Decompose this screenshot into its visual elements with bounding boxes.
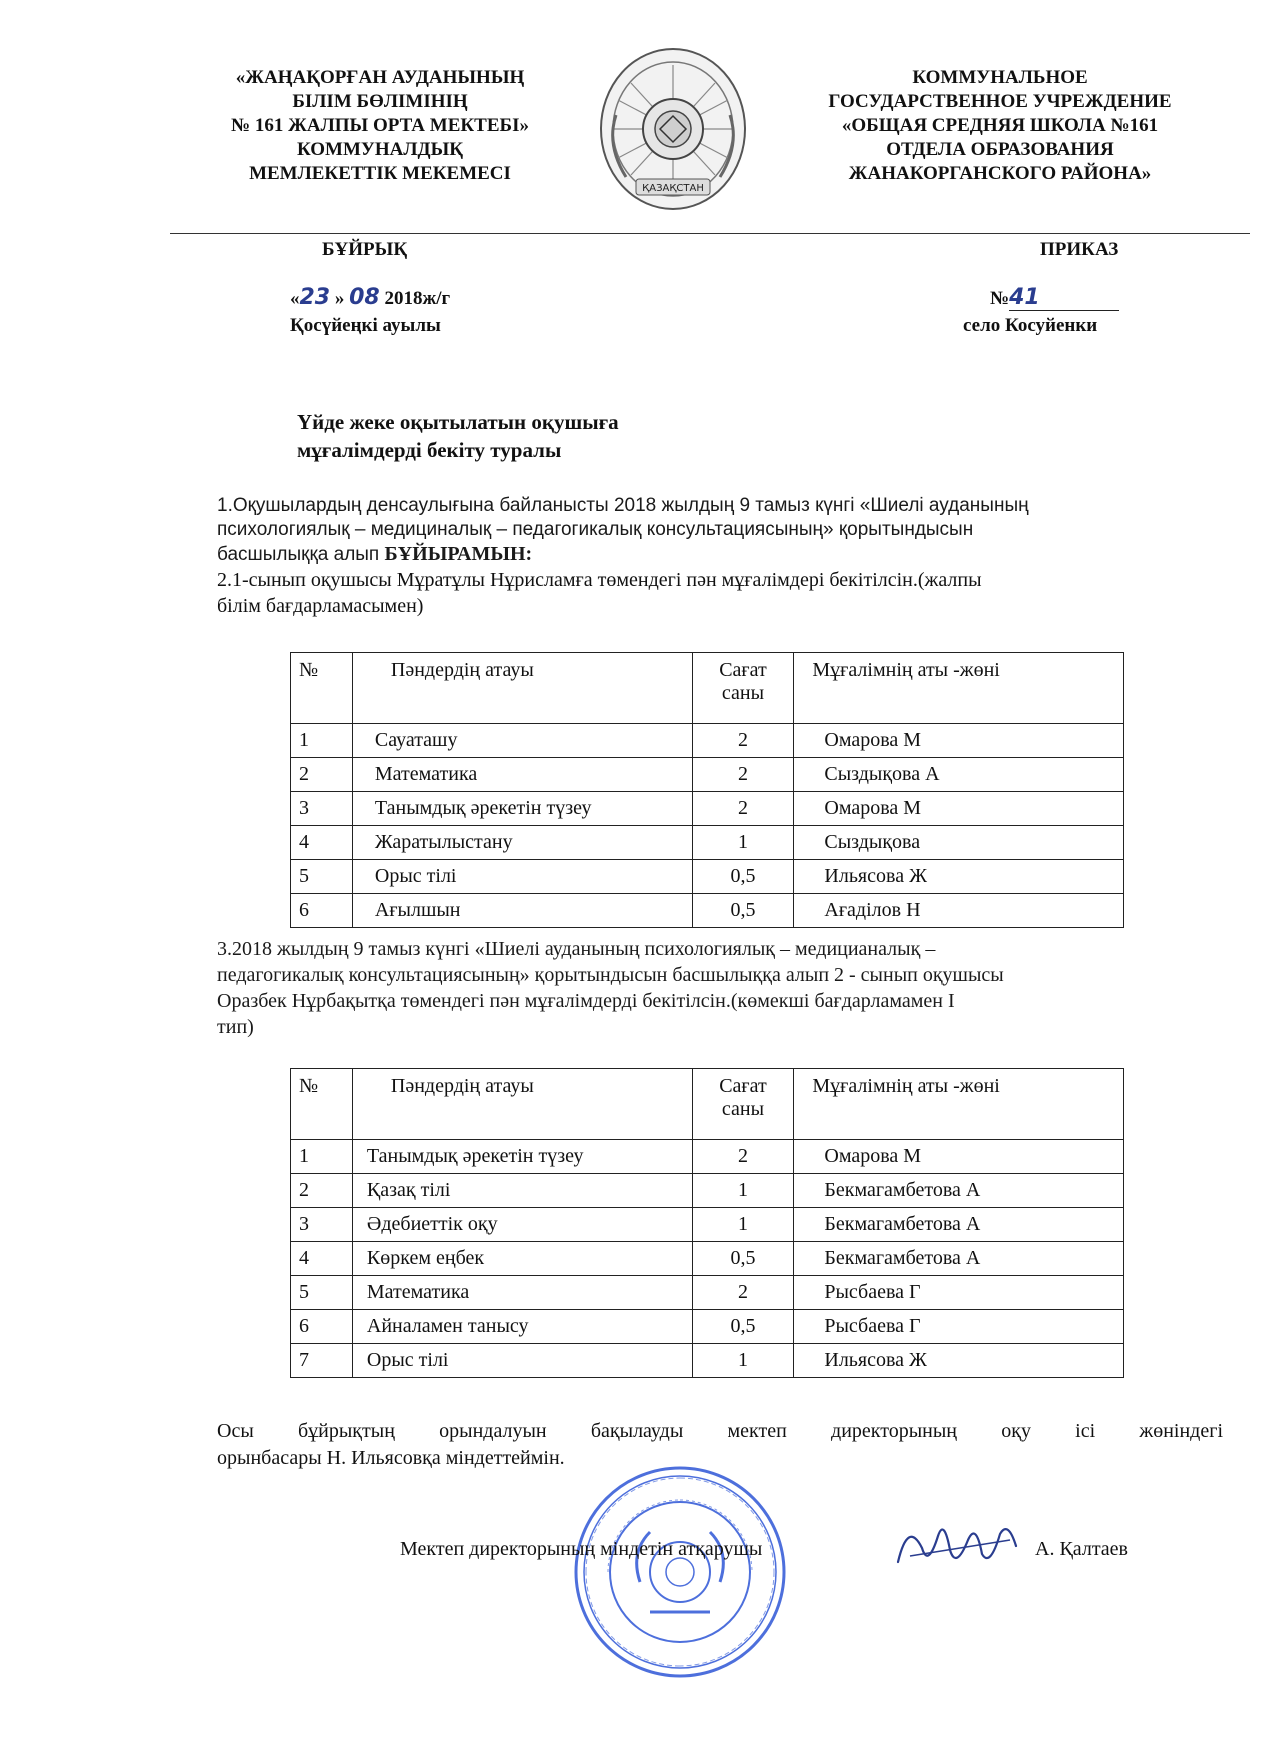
cell-teacher: Ағаділов Н xyxy=(794,894,1124,928)
cell-num: 7 xyxy=(291,1344,353,1378)
cell-subject: Орыс тілі xyxy=(352,1344,692,1378)
header-left-line: БІЛІМ БӨЛІМІНІҢ xyxy=(292,91,468,112)
cell-teacher: Рысбаева Г xyxy=(794,1310,1124,1344)
header-divider xyxy=(170,233,1250,234)
paragraph-1 xyxy=(217,494,1217,567)
cell-hours: 1 xyxy=(692,1208,794,1242)
paragraph-line: 1.Оқушылардың денсаулығына байланысты 2018 жылдың 9 тамыз күнгі «Шиелі ауданының xyxy=(217,495,1029,516)
date-quote: « xyxy=(290,288,300,309)
cell-num: 2 xyxy=(291,1174,353,1208)
cell-teacher: Сыздықова А xyxy=(794,758,1124,792)
header-left-line: № 161 ЖАЛПЫ ОРТА МЕКТЕБІ» xyxy=(231,115,529,136)
header-hours-line: Сағат xyxy=(719,1075,767,1097)
header-subject xyxy=(352,653,692,724)
cell-subject: Орыс тілі xyxy=(352,860,692,894)
header-right-line: ГОСУДАРСТВЕННОЕ УЧРЕЖДЕНИЕ xyxy=(828,91,1172,112)
title-line: мұғалімдерді бекіту туралы xyxy=(297,438,562,462)
cell-teacher: Ильясова Ж xyxy=(794,860,1124,894)
cell-teacher: Омарова М xyxy=(794,792,1124,826)
cell-subject: Сауаташу xyxy=(352,724,692,758)
cell-num: 1 xyxy=(291,724,353,758)
cell-num: 4 xyxy=(291,826,353,860)
header-teacher-text: Мұғалімнің аты -жөні xyxy=(812,659,1000,681)
paragraph-line: білім бағдарламасымен) xyxy=(217,595,424,617)
table-row xyxy=(291,894,1124,928)
header-num: № xyxy=(291,1069,353,1140)
emblem-text: ҚАЗАҚСТАН xyxy=(642,183,704,194)
table-row xyxy=(291,1242,1124,1276)
date-year: 2018ж/г xyxy=(384,288,451,309)
paragraph-line: Осы бұйрықтың орындалуын бақылауды мектеп директорының оқу ісі жөніндегі xyxy=(217,1420,1223,1442)
header-right-line: «ОБЩАЯ СРЕДНЯЯ ШКОЛА №161 xyxy=(841,115,1159,136)
header-hours xyxy=(692,1069,794,1140)
date-quote: » xyxy=(334,288,345,309)
subjects-table-2 xyxy=(290,1068,1124,1378)
cell-teacher: Сыздықова xyxy=(794,826,1124,860)
cell-subject: Ағылшын xyxy=(352,894,692,928)
cell-hours: 2 xyxy=(692,724,794,758)
table-row xyxy=(291,758,1124,792)
cell-hours: 1 xyxy=(692,826,794,860)
cell-subject: Көркем еңбек xyxy=(352,1242,692,1276)
order-verb: БҰЙЫРАМЫН: xyxy=(384,543,533,565)
signature-name: А. Қалтаев xyxy=(1035,1538,1128,1560)
cell-subject: Айналамен танысу xyxy=(352,1310,692,1344)
table-row xyxy=(291,1344,1124,1378)
official-stamp xyxy=(570,1462,790,1682)
cell-teacher: Бекмагамбетова А xyxy=(794,1242,1124,1276)
header-right-line: ОТДЕЛА ОБРАЗОВАНИЯ xyxy=(886,139,1114,160)
place-kz: Қосүйеңкі ауылы xyxy=(290,315,441,336)
cell-hours: 2 xyxy=(692,792,794,826)
paragraph-text: басшылыққа алып xyxy=(217,544,385,565)
subjects-table-1 xyxy=(290,652,1124,928)
cell-num: 3 xyxy=(291,1208,353,1242)
header-right xyxy=(800,66,1200,186)
cell-num: 1 xyxy=(291,1140,353,1174)
order-label-ru: ПРИКАЗ xyxy=(1040,239,1119,260)
table-header-row xyxy=(291,1069,1124,1140)
cell-subject: Танымдық әрекетін түзеу xyxy=(352,792,692,826)
state-emblem xyxy=(598,45,748,213)
order-label-kz: БҰЙРЫҚ xyxy=(322,239,408,260)
cell-hours: 1 xyxy=(692,1174,794,1208)
table-row xyxy=(291,1174,1124,1208)
cell-hours: 0,5 xyxy=(692,894,794,928)
cell-hours: 2 xyxy=(692,1140,794,1174)
header-left xyxy=(190,66,570,186)
header-hours-line: саны xyxy=(721,682,765,704)
header-left-line: МЕМЛЕКЕТТІК МЕКЕМЕСІ xyxy=(249,163,511,184)
handwritten-signature xyxy=(890,1510,1030,1580)
cell-teacher: Омарова М xyxy=(794,724,1124,758)
header-teacher xyxy=(794,1069,1124,1140)
cell-subject: Қазақ тілі xyxy=(352,1174,692,1208)
signature-role: Мектеп директорының міндетін атқарушы xyxy=(400,1538,763,1560)
paragraph-line: психологиялық – медициналық – педагогикалық консультациясының» қорытындысын xyxy=(217,519,974,540)
table-row xyxy=(291,792,1124,826)
paragraph-3 xyxy=(217,936,1227,1040)
cell-subject: Әдебиеттік оқу xyxy=(352,1208,692,1242)
cell-teacher: Ильясова Ж xyxy=(794,1344,1124,1378)
table-row xyxy=(291,826,1124,860)
header-num: № xyxy=(291,653,353,724)
header-teacher xyxy=(794,653,1124,724)
table-row xyxy=(291,1276,1124,1310)
table-header-row xyxy=(291,653,1124,724)
header-subject-text: Пәндердің атауы xyxy=(390,659,534,681)
place-ru: село Косуйенки xyxy=(963,315,1098,336)
cell-num: 6 xyxy=(291,1310,353,1344)
table-row xyxy=(291,1310,1124,1344)
cell-teacher: Омарова М xyxy=(794,1140,1124,1174)
order-number-value: 41 xyxy=(1009,286,1119,311)
header-hours-line: саны xyxy=(721,1098,765,1120)
cell-num: 3 xyxy=(291,792,353,826)
cell-num: 5 xyxy=(291,1276,353,1310)
number-prefix: № xyxy=(990,288,1010,309)
cell-subject: Жаратылыстану xyxy=(352,826,692,860)
cell-hours: 0,5 xyxy=(692,1242,794,1276)
paragraph-line: 2.1-сынып оқушысы Мұратұлы Нұрисламға төмендегі пән мұғалімдері бекітілсін.(жалпы xyxy=(217,569,982,591)
cell-teacher: Бекмагамбетова А xyxy=(794,1208,1124,1242)
header-left-line: КОММУНАЛДЫҚ xyxy=(296,139,464,160)
cell-hours: 2 xyxy=(692,758,794,792)
title-line: Үйде жеке оқытылатын оқушыға xyxy=(297,410,619,434)
header-subject xyxy=(352,1069,692,1140)
header-teacher-text: Мұғалімнің аты -жөні xyxy=(812,1075,1000,1097)
table-row xyxy=(291,1208,1124,1242)
table-row xyxy=(291,860,1124,894)
paragraph-line: Оразбек Нұрбақытқа төмендегі пән мұғалімдерді бекітілсін.(көмекші бағдарламамен І xyxy=(217,990,955,1012)
cell-num: 2 xyxy=(291,758,353,792)
cell-num: 6 xyxy=(291,894,353,928)
header-left-line: «ЖАҢАҚОРҒАН АУДАНЫНЫҢ xyxy=(235,67,525,88)
order-number xyxy=(990,286,1119,311)
cell-subject: Математика xyxy=(352,1276,692,1310)
table-row xyxy=(291,1140,1124,1174)
cell-teacher: Бекмагамбетова А xyxy=(794,1174,1124,1208)
order-date xyxy=(290,286,450,311)
date-month: 08 xyxy=(349,285,380,310)
cell-hours: 1 xyxy=(692,1344,794,1378)
cell-subject: Танымдық әрекетін түзеу xyxy=(352,1140,692,1174)
cell-hours: 2 xyxy=(692,1276,794,1310)
cell-subject: Математика xyxy=(352,758,692,792)
date-day: 23 xyxy=(299,285,331,310)
paragraph-line xyxy=(217,542,1217,567)
table-row xyxy=(291,724,1124,758)
header-right-line: КОММУНАЛЬНОЕ xyxy=(912,67,1088,88)
paragraph-line: тип) xyxy=(217,1016,254,1038)
paragraph-2 xyxy=(217,567,1217,619)
paragraph-line: педагогикалық консультациясының» қорытындысын басшылыққа алып 2 - сынып оқушысы xyxy=(217,964,1004,986)
document-title xyxy=(297,408,619,464)
header-right-line: ЖАНАКОРГАНСКОГО РАЙОНА» xyxy=(848,163,1152,184)
header-hours-line: Сағат xyxy=(719,659,767,681)
cell-num: 5 xyxy=(291,860,353,894)
header-subject-text: Пәндердің атауы xyxy=(390,1075,534,1097)
cell-teacher: Рысбаева Г xyxy=(794,1276,1124,1310)
header-hours xyxy=(692,653,794,724)
cell-hours: 0,5 xyxy=(692,860,794,894)
paragraph-line: орынбасары Н. Ильясовқа міндеттеймін. xyxy=(217,1447,565,1469)
cell-hours: 0,5 xyxy=(692,1310,794,1344)
paragraph-line: 3.2018 жылдың 9 тамыз күнгі «Шиелі ауданының психологиялық – медицианалық – xyxy=(217,938,936,960)
cell-num: 4 xyxy=(291,1242,353,1276)
